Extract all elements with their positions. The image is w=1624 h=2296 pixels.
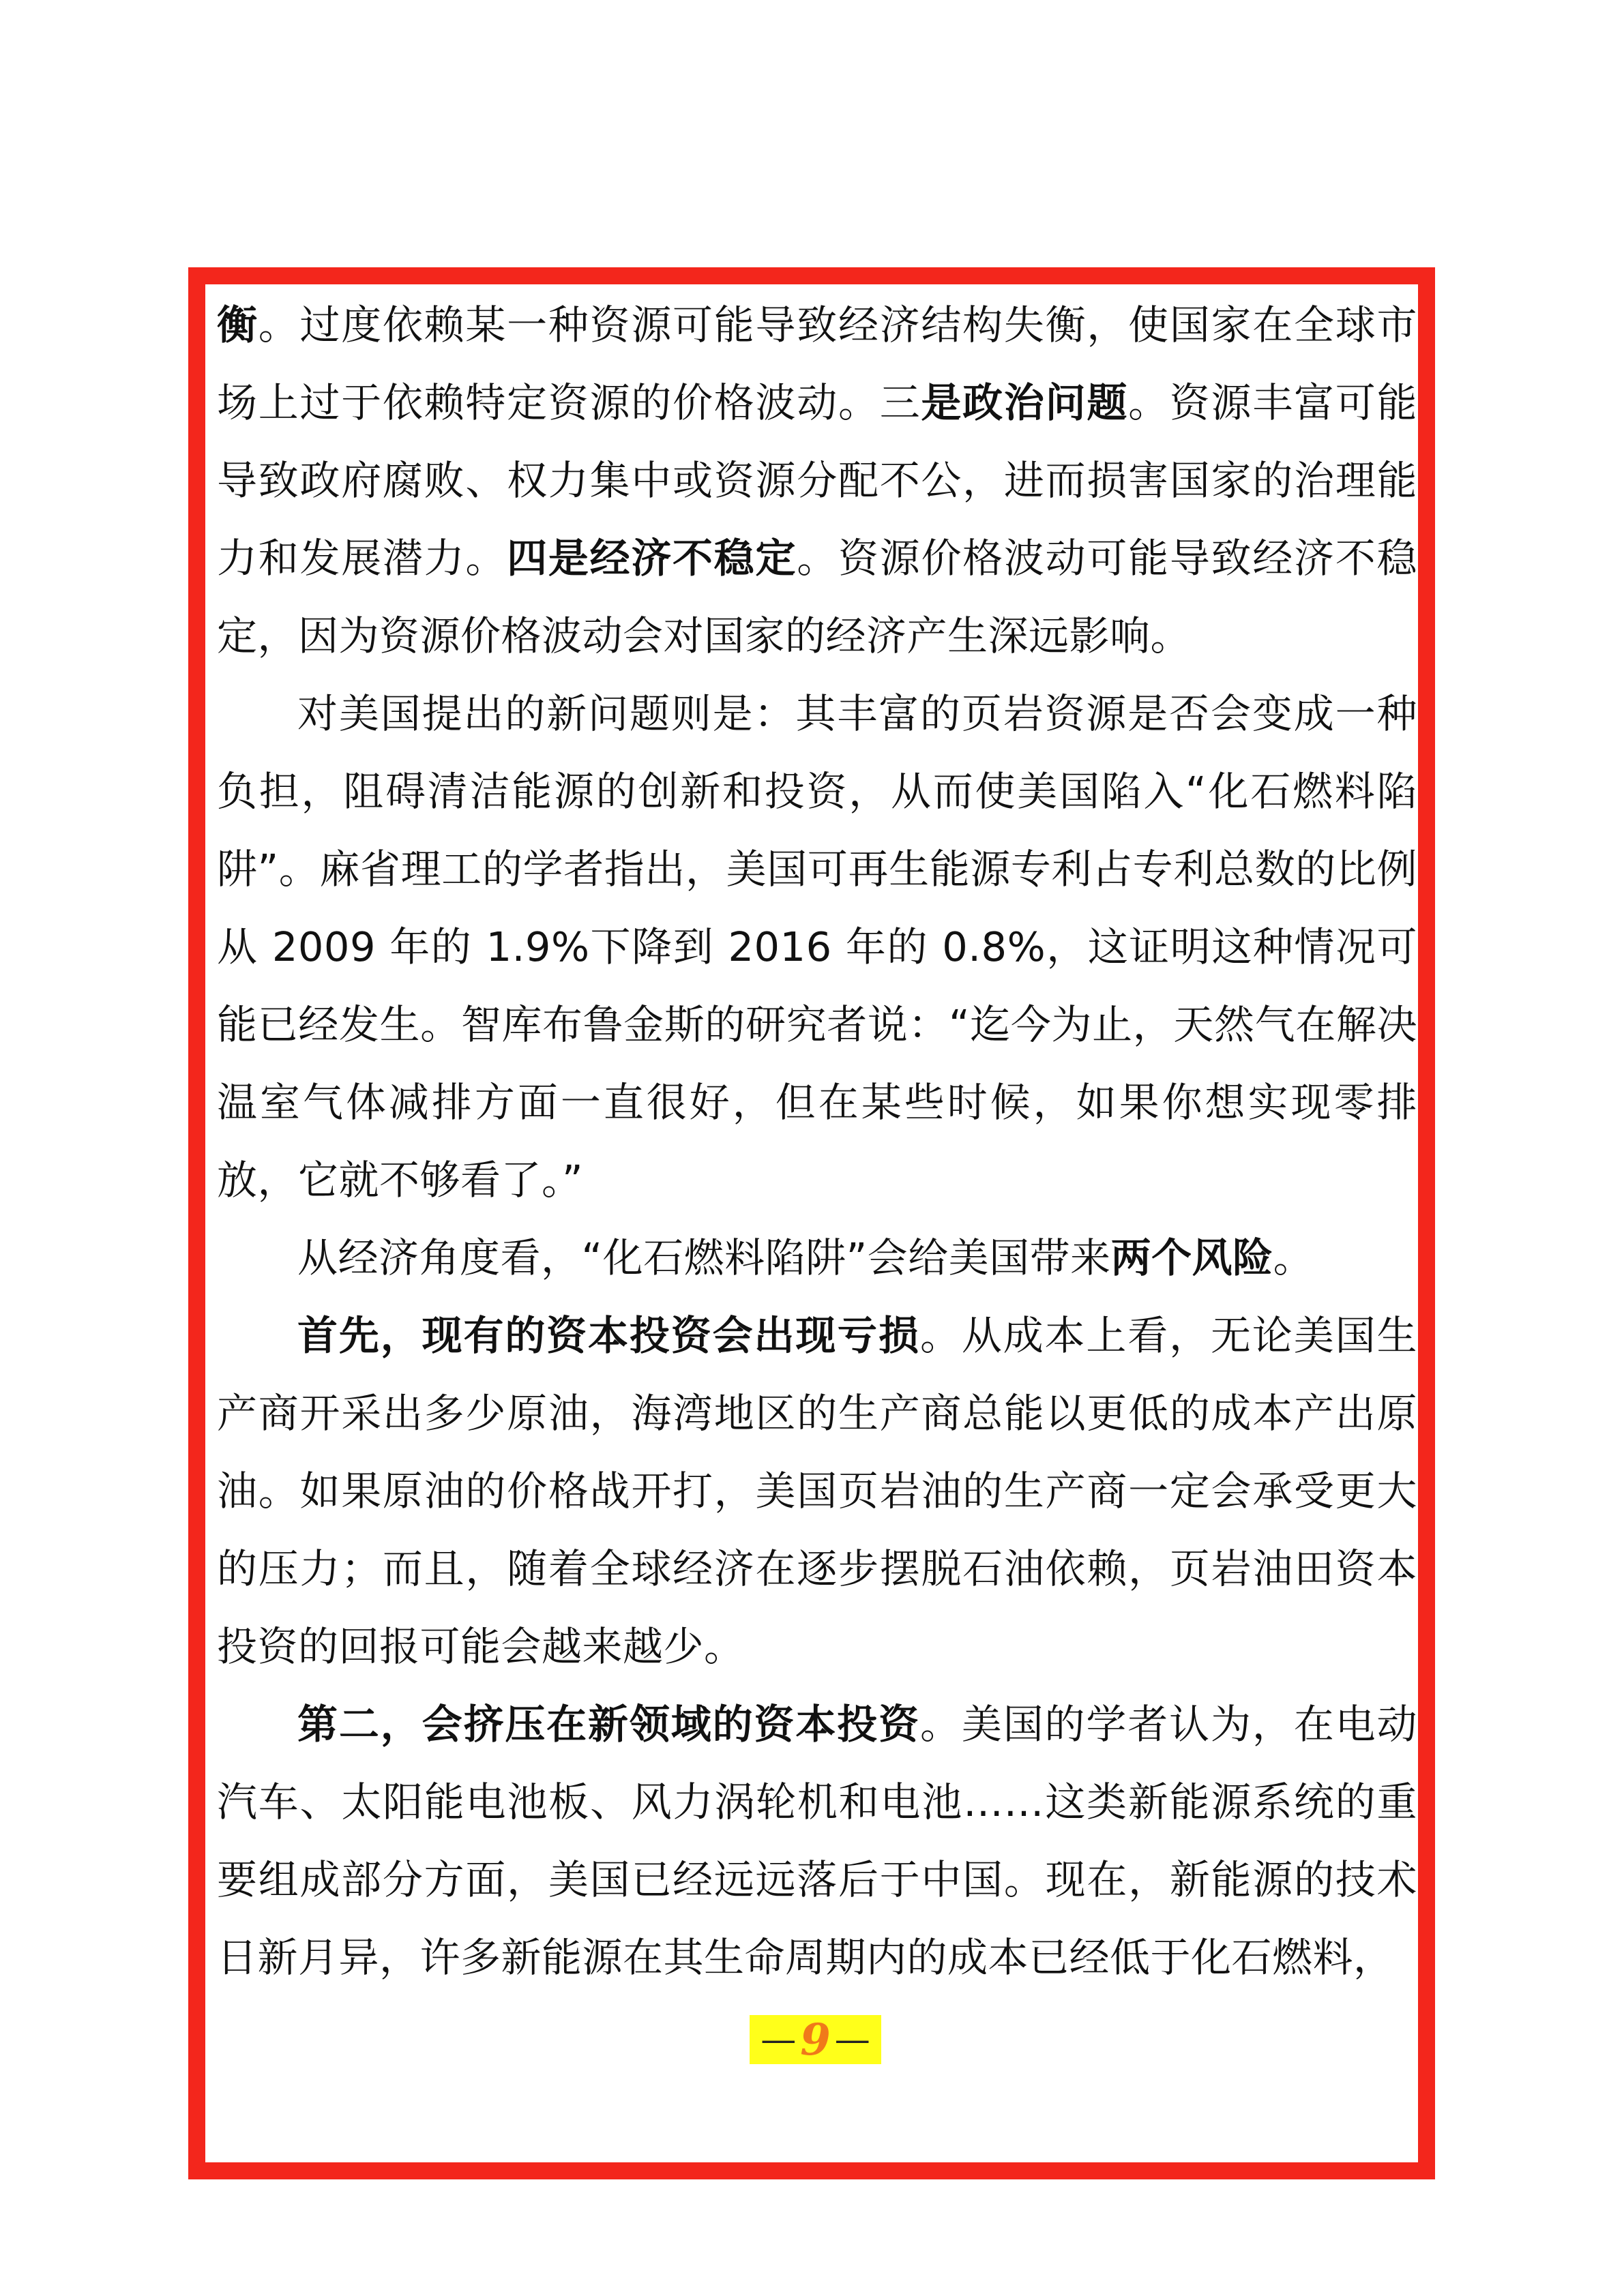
paragraph-2: [217, 675, 1417, 1219]
paragraph-4: [217, 1297, 1417, 1686]
page-number-dash-right: —: [834, 2019, 870, 2060]
text-segment: 。美国的学者认为，在电动汽车、太阳能电池板、风力涡轮机和电池……这类新能源系统的重要组成部分方面，美国已经远远落后于中国。现在，新能源的技术日新月异，许多新能源在其生命周期内的成本已经低于化石燃料，: [217, 1701, 1417, 1981]
paragraph-3: [217, 1219, 1417, 1297]
page-number-badge: [750, 2015, 881, 2064]
text-segment: 。过度依赖某一种资源可能导致经济结构失衡，使国家在全球市场上过于依赖特定资源的价格波动。三: [217, 301, 1417, 426]
paragraph-1: [217, 286, 1417, 675]
document-body: [217, 286, 1417, 1997]
text-segment: 。资源丰富可能导致政府腐败、权力集中或资源分配不公，进而损害国家的治理能力和发展潜力。: [217, 379, 1417, 582]
text-segment: 第二，会挤压在新领域的资本投资: [297, 1701, 920, 1748]
text-segment: 从经济角度看，“化石燃料陷阱”会给美国带来: [297, 1234, 1111, 1281]
text-segment: 。: [1273, 1234, 1314, 1281]
text-segment: 对美国提出的新问题则是：其丰富的页岩资源是否会变成一种负担，阻碍清洁能源的创新和投资，从而使美国陷入“化石燃料陷阱”。麻省理工的学者指出，美国可再生能源专利占专利总数的比例从 2009 年的 1.9%下降到 2016 年的 0.8%，这证明这种情况可能已经发生。智库布鲁金斯的研究者说：“迄今为止，天然气在解决温室气体减排方面一直很好，但在某些时候，如果你想实现零排放，它就不够看了。”: [217, 690, 1417, 1204]
text-segment: 是政治问题: [921, 379, 1129, 426]
paragraph-5: [217, 1686, 1417, 1997]
text-segment: 四是经济不稳定: [507, 535, 797, 582]
page-number-dash-left: —: [761, 2019, 797, 2060]
text-segment: 两个风险: [1110, 1234, 1273, 1281]
text-segment: 。从成本上看，无论美国生产商开采出多少原油，海湾地区的生产商总能以更低的成本产出原油。如果原油的价格战开打，美国页岩油的生产商一定会承受更大的压力；而且，随着全球经济在逐步摆脱石油依赖，页岩油田资本投资的回报可能会越来越少。: [217, 1312, 1417, 1670]
page-number: 9: [800, 2014, 831, 2066]
text-segment: 首先，现有的资本投资会出现亏损: [297, 1312, 920, 1359]
text-segment: 衡: [217, 301, 259, 348]
text-segment: 。资源价格波动可能导致经济不稳定，因为资源价格波动会对国家的经济产生深远影响。: [217, 535, 1417, 659]
